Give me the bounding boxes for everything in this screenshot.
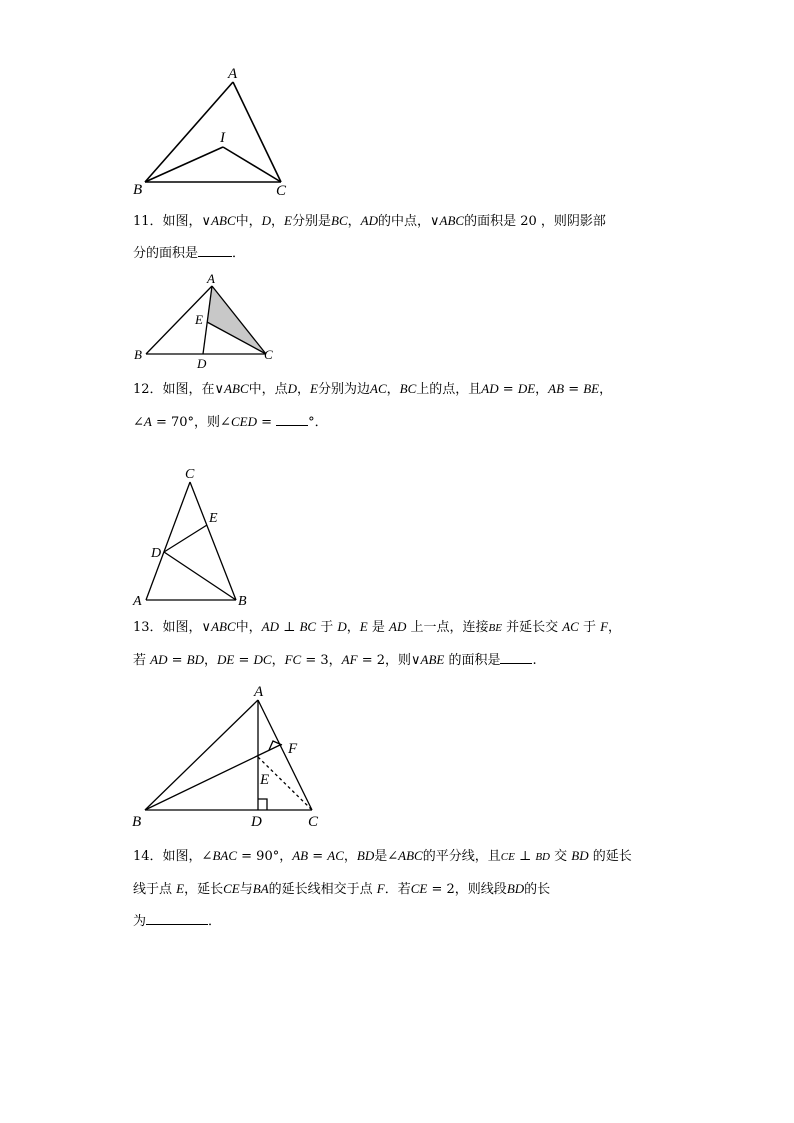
figure-q13-triangle <box>128 680 333 830</box>
label-b: B <box>134 347 142 362</box>
question-line: 12．如图，在∨ABC中，点D，E分别为边AC，BC上的点，且AD = DE，AB = BE， <box>133 381 613 397</box>
label-e: E <box>209 511 218 526</box>
question-line: 为 ． <box>133 914 222 929</box>
question-number: 13． <box>133 620 163 635</box>
label-e: E <box>195 312 203 327</box>
segment-bi <box>145 147 223 182</box>
question-14 <box>133 846 632 932</box>
question-11 <box>133 211 606 264</box>
label-b: B <box>238 594 247 609</box>
label-c: C <box>308 814 319 830</box>
label-c: C <box>264 347 273 362</box>
answer-blank[interactable] <box>146 912 208 925</box>
question-line: 13．如图，∨ABC中，AD ⊥ BC 于 D，E 是 AD 上一点，连接BE 并延长交 AC 于 F， <box>133 619 622 635</box>
label-a: A <box>254 684 264 700</box>
label-a: A <box>133 594 142 609</box>
question-number: 11． <box>133 214 163 229</box>
label-c: C <box>276 183 287 199</box>
label-d: D <box>197 356 207 371</box>
figure-triangle-abc-incenter <box>125 60 305 200</box>
question-line: 线于点 E，延长CE与BA的延长线相交于点 F．若CE = 2，则线段BD的长 <box>133 881 551 897</box>
question-number: 14． <box>133 849 163 864</box>
figure-q11-shaded-triangle <box>130 270 290 374</box>
label-f: F <box>288 741 298 757</box>
label-b: B <box>132 814 142 830</box>
answer-blank[interactable] <box>500 651 532 664</box>
figure-q12-triangle <box>128 462 258 612</box>
answer-blank[interactable] <box>276 413 308 426</box>
label-b: B <box>133 182 143 198</box>
question-line: ∠A = 70°，则∠CED = °． <box>133 414 328 430</box>
label-d: D <box>151 546 162 561</box>
question-line: 若 AD = BD，DE = DC，FC = 3，AF = 2，则∨ABE 的面积是 . <box>133 652 537 668</box>
label-a: A <box>207 271 215 286</box>
question-number: 12． <box>133 382 163 397</box>
question-line: 14．如图，∠BAC = 90°，AB = AC，BD是∠ABC的平分线，且CE ⊥ BD 交 BD 的延长 <box>133 848 632 864</box>
question-12 <box>133 379 612 433</box>
question-13 <box>133 617 621 671</box>
label-e: E <box>260 772 270 788</box>
label-a: A <box>228 66 238 82</box>
label-d: D <box>251 814 262 830</box>
label-c: C <box>185 467 195 482</box>
question-line: 分的面积是 ． <box>133 246 246 261</box>
answer-blank[interactable] <box>198 244 232 257</box>
question-line: 11．如图，∨ABC中，D，E分别是BC，AD的中点，∨ABC的面积是 20 ，则阴影部 <box>133 213 606 229</box>
label-i: I <box>220 130 225 146</box>
